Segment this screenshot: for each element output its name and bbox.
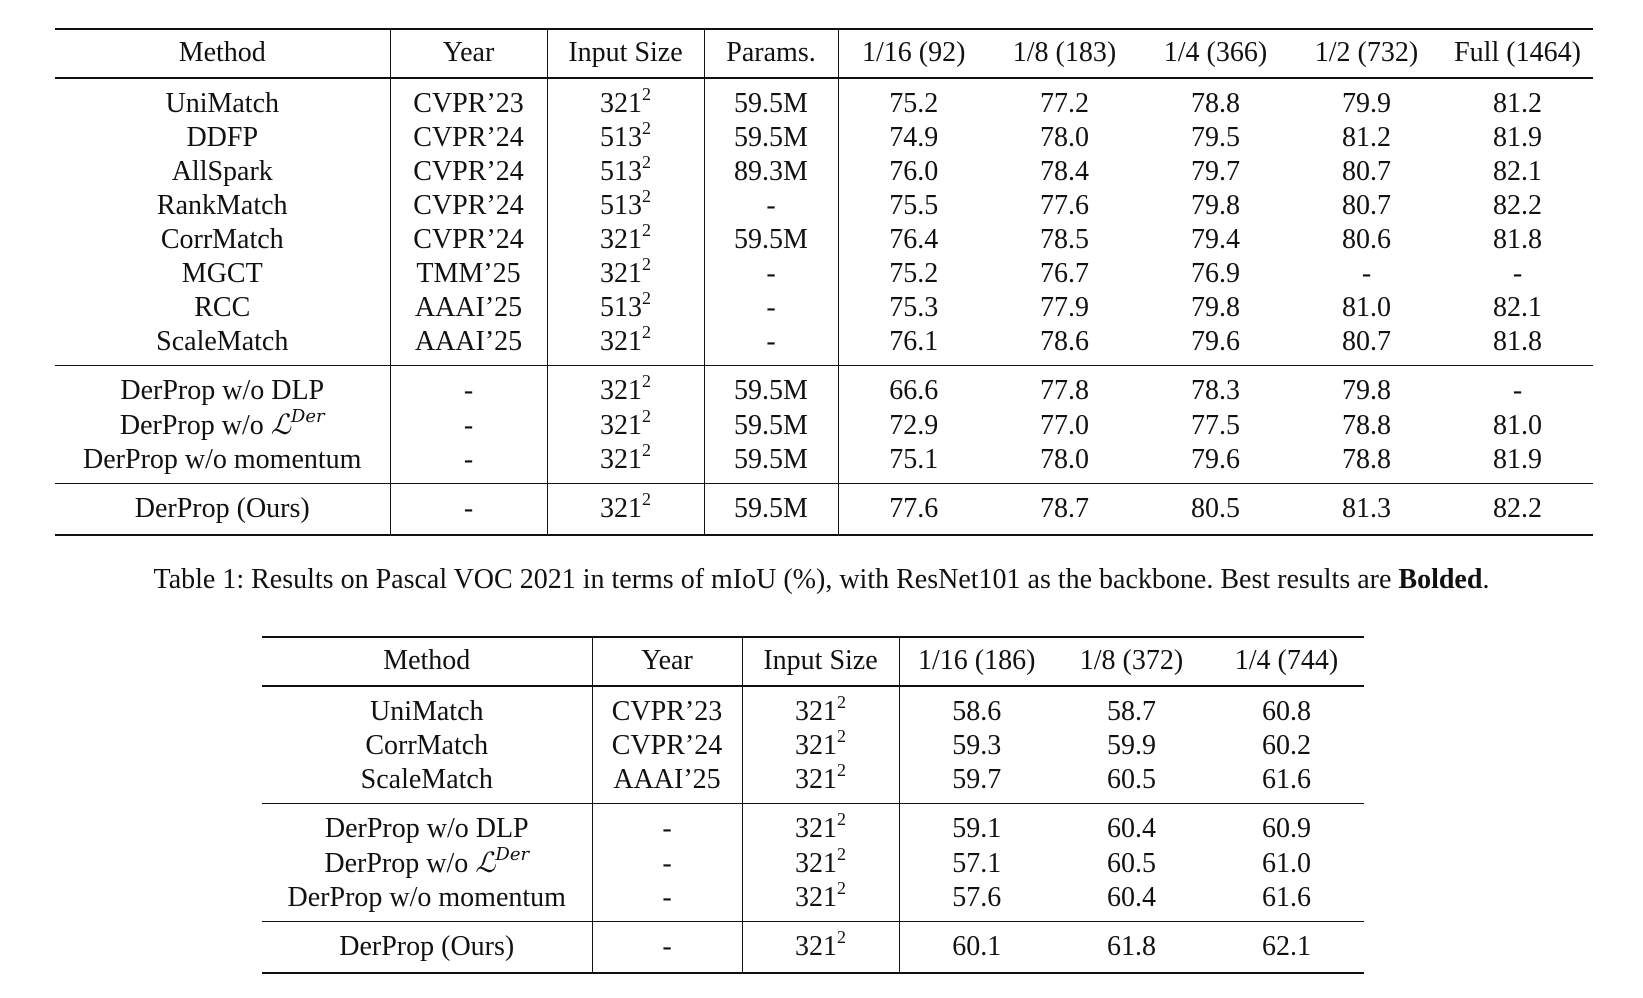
miou-cell: 79.5 — [1191, 122, 1240, 153]
table-row — [262, 804, 1364, 847]
table-row — [55, 443, 1593, 484]
miou-cell: - — [1512, 258, 1523, 289]
miou-cell: 78.8 — [1342, 444, 1391, 475]
miou-cell: 79.7 — [1191, 156, 1240, 187]
loss-superscript: Der — [290, 406, 325, 427]
year-cell: CVPR’24 — [390, 223, 547, 257]
miou-cell: 59.3 — [952, 730, 1002, 761]
miou-cell: 76.7 — [1040, 258, 1089, 289]
input-size-cell — [547, 322, 704, 366]
input-size-value: 321 — [795, 696, 837, 727]
miou-cell: 76.0 — [889, 156, 939, 187]
size-exponent: 2 — [642, 186, 651, 206]
input-size-cell — [742, 686, 899, 729]
column-header: Method — [55, 29, 390, 78]
miou-cell: 79.4 — [1191, 224, 1240, 255]
miou-cell: 59.9 — [1107, 730, 1156, 761]
method-cell — [262, 846, 592, 881]
method-name: DerProp w/o momentum — [83, 444, 362, 475]
method-name: AllSpark — [171, 156, 273, 187]
table-row — [262, 729, 1364, 763]
input-size-cell — [547, 405, 704, 443]
method-cell — [55, 257, 390, 291]
miou-cell: 74.9 — [889, 122, 939, 153]
year-cell: CVPR’24 — [592, 729, 742, 763]
miou-cell: 79.9 — [1291, 78, 1442, 121]
method-name: DerProp w/o momentum — [287, 882, 566, 913]
miou-cell: 77.5 — [1191, 409, 1240, 441]
miou-cell: 81.9 — [1493, 122, 1542, 153]
method-name: DDFP — [186, 122, 259, 153]
method-name: RCC — [194, 292, 251, 323]
method-name: DerProp w/o DLP — [120, 375, 325, 406]
table-row — [55, 189, 1593, 223]
size-exponent: 2 — [642, 440, 651, 460]
miou-cell: 81.3 — [1291, 484, 1442, 536]
method-cell — [262, 763, 592, 804]
loss-symbol: ℒ$^{Der}$ — [270, 406, 325, 441]
method-cell — [55, 408, 390, 443]
input-size-cell — [547, 440, 704, 484]
input-size-value: 321 — [795, 847, 837, 879]
miou-cell: 60.9 — [1209, 804, 1364, 847]
input-size-value: 321 — [600, 258, 642, 289]
miou-cell: 77.6 — [1040, 190, 1089, 221]
input-size-value: 321 — [600, 224, 642, 255]
method-name: DerProp w/o — [119, 410, 271, 441]
year-cell: - — [592, 846, 742, 881]
input-size-value: 321 — [795, 730, 837, 761]
miou-cell: 79.6 — [1191, 444, 1240, 475]
size-exponent: 2 — [642, 489, 651, 509]
input-size-cell — [547, 152, 704, 189]
column-header: Year — [390, 29, 547, 78]
input-size-cell — [547, 366, 704, 409]
input-size-cell — [742, 922, 899, 974]
input-size-cell — [742, 804, 899, 847]
size-exponent: 2 — [642, 288, 651, 308]
size-exponent: 2 — [837, 692, 846, 712]
year-cell: - — [390, 484, 547, 536]
year-cell: - — [592, 804, 742, 847]
miou-cell: 59.1 — [899, 804, 1054, 847]
method-cell — [55, 78, 390, 121]
method-cell — [55, 484, 390, 536]
method-name: ScaleMatch — [360, 764, 493, 795]
column-header: Params. — [704, 29, 838, 78]
miou-cell: 59.7 — [952, 764, 1002, 795]
table-row — [262, 763, 1364, 804]
input-size-value: 321 — [600, 409, 642, 441]
table-row — [55, 291, 1593, 325]
size-exponent: 2 — [642, 118, 651, 138]
params-cell: 59.5M — [704, 223, 838, 257]
miou-cell: 81.0 — [1493, 409, 1542, 441]
year-cell: CVPR’23 — [390, 78, 547, 121]
method-name: UniMatch — [369, 696, 484, 727]
table-row — [55, 325, 1593, 366]
year-cell: AAAI’25 — [592, 763, 742, 804]
miou-cell: 60.8 — [1209, 686, 1364, 729]
input-size-value: 321 — [795, 882, 837, 913]
miou-cell: 78.0 — [1040, 444, 1089, 475]
method-name: ScaleMatch — [156, 326, 289, 357]
input-size-cell — [547, 118, 704, 155]
miou-cell: 82.2 — [1442, 484, 1593, 536]
size-exponent: 2 — [642, 322, 651, 342]
column-header: 1/8 (183) — [989, 29, 1140, 78]
miou-cell: 66.6 — [838, 366, 989, 409]
miou-cell: 60.2 — [1262, 730, 1311, 761]
method-cell — [55, 366, 390, 409]
size-exponent: 2 — [837, 809, 846, 829]
miou-cell: 60.1 — [899, 922, 1054, 974]
miou-cell: 79.6 — [1191, 326, 1240, 357]
input-size-cell — [742, 726, 899, 763]
table-row — [55, 257, 1593, 291]
size-exponent: 2 — [642, 254, 651, 274]
method-cell — [262, 881, 592, 922]
table-row — [55, 121, 1593, 155]
miou-cell: - — [1442, 366, 1593, 409]
miou-cell: 79.8 — [1291, 366, 1442, 409]
size-exponent: 2 — [837, 726, 846, 746]
table-header-row — [262, 637, 1364, 686]
miou-cell: 78.8 — [1140, 78, 1291, 121]
input-size-cell — [742, 878, 899, 922]
year-cell: - — [390, 408, 547, 443]
params-cell: 59.5M — [704, 443, 838, 484]
column-header: 1/16 (186) — [899, 637, 1054, 686]
size-exponent: 2 — [642, 405, 651, 426]
miou-cell: 60.4 — [1107, 882, 1156, 913]
miou-cell: 82.1 — [1493, 292, 1542, 323]
table-row — [55, 155, 1593, 189]
column-header: Method — [262, 637, 592, 686]
input-size-value: 513 — [600, 156, 642, 187]
miou-cell: 78.4 — [1040, 156, 1089, 187]
table-row — [262, 846, 1364, 881]
miou-cell: 77.8 — [989, 366, 1140, 409]
method-name: DerProp (Ours) — [134, 493, 310, 524]
method-name: CorrMatch — [365, 730, 489, 761]
caption-bold-word: Bolded — [1398, 564, 1483, 595]
miou-cell: 81.8 — [1493, 326, 1542, 357]
miou-cell: 79.8 — [1191, 292, 1240, 323]
miou-cell: 80.5 — [1140, 484, 1291, 536]
column-header: Input Size — [742, 637, 899, 686]
method-cell — [262, 922, 592, 974]
year-cell: CVPR’23 — [592, 686, 742, 729]
year-cell: CVPR’24 — [390, 189, 547, 223]
year-cell: CVPR’24 — [390, 155, 547, 189]
miou-cell: 79.8 — [1191, 190, 1240, 221]
loss-superscript: Der — [495, 844, 530, 865]
method-cell — [262, 729, 592, 763]
method-cell — [55, 325, 390, 366]
miou-cell: 60.4 — [1054, 804, 1209, 847]
year-cell: AAAI’25 — [390, 291, 547, 325]
table-row — [55, 78, 1593, 121]
miou-cell: 75.1 — [889, 444, 939, 475]
method-name: DerProp (Ours) — [339, 931, 515, 962]
params-cell: 89.3M — [704, 155, 838, 189]
input-size-value: 321 — [600, 88, 642, 119]
miou-cell: 61.6 — [1262, 882, 1311, 913]
miou-cell: 57.1 — [952, 847, 1002, 879]
year-cell: TMM’25 — [390, 257, 547, 291]
params-cell: 59.5M — [704, 121, 838, 155]
method-name: RankMatch — [156, 190, 288, 221]
method-name: CorrMatch — [160, 224, 284, 255]
miou-cell: 62.1 — [1209, 922, 1364, 974]
miou-cell: 81.2 — [1342, 122, 1391, 153]
miou-cell: 61.6 — [1262, 764, 1311, 795]
column-header: 1/4 (744) — [1209, 637, 1364, 686]
year-cell: - — [390, 366, 547, 409]
miou-cell: 80.6 — [1342, 224, 1391, 255]
size-exponent: 2 — [837, 760, 846, 780]
input-size-cell — [547, 220, 704, 257]
size-exponent: 2 — [642, 220, 651, 240]
year-cell: AAAI’25 — [390, 325, 547, 366]
miou-cell: 82.1 — [1493, 156, 1542, 187]
method-cell — [55, 443, 390, 484]
method-cell — [55, 121, 390, 155]
miou-cell: 78.3 — [1140, 366, 1291, 409]
miou-cell: 60.5 — [1107, 847, 1156, 879]
input-size-value: 321 — [600, 444, 642, 475]
table-row — [55, 484, 1593, 536]
miou-cell: 81.8 — [1493, 224, 1542, 255]
table-row — [55, 408, 1593, 443]
input-size-value: 321 — [795, 813, 837, 844]
column-header: 1/2 (732) — [1291, 29, 1442, 78]
miou-cell: 58.7 — [1054, 686, 1209, 729]
table-1-caption — [0, 563, 1643, 597]
table-row — [55, 366, 1593, 409]
column-header: Full (1464) — [1442, 29, 1593, 78]
column-header: 1/8 (372) — [1054, 637, 1209, 686]
input-size-cell — [547, 484, 704, 536]
column-header: Input Size — [547, 29, 704, 78]
input-size-cell — [742, 760, 899, 804]
miou-cell: 78.8 — [1342, 409, 1391, 441]
miou-cell: 77.9 — [1040, 292, 1089, 323]
miou-cell: 77.6 — [838, 484, 989, 536]
miou-cell: 80.7 — [1342, 190, 1391, 221]
miou-cell: 75.5 — [889, 190, 939, 221]
miou-cell: 81.2 — [1442, 78, 1593, 121]
method-cell — [55, 291, 390, 325]
table-row — [55, 223, 1593, 257]
size-exponent: 2 — [837, 878, 846, 898]
miou-cell: 80.7 — [1342, 156, 1391, 187]
miou-cell: 76.1 — [889, 326, 939, 357]
table-row — [262, 686, 1364, 729]
year-cell: - — [390, 443, 547, 484]
size-exponent: 2 — [837, 843, 846, 864]
params-cell: - — [704, 257, 838, 291]
miou-cell: 77.2 — [989, 78, 1140, 121]
method-name: DerProp w/o — [324, 848, 476, 879]
loss-symbol: ℒ$^{Der}$ — [475, 844, 530, 879]
params-cell: 59.5M — [704, 408, 838, 443]
caption-text: Table 1: Results on Pascal VOC 2021 in terms of mIoU (%), with ResNet101 as the backbone. Best results are — [153, 564, 1399, 595]
method-cell — [55, 189, 390, 223]
input-size-cell — [547, 78, 704, 121]
miou-cell: 82.2 — [1493, 190, 1542, 221]
miou-cell: 81.0 — [1342, 292, 1391, 323]
caption-end: . — [1482, 564, 1490, 595]
miou-cell: 75.2 — [838, 78, 989, 121]
year-cell: - — [592, 881, 742, 922]
table-header-row — [55, 29, 1593, 78]
miou-cell: - — [1361, 258, 1372, 289]
size-exponent: 2 — [642, 84, 651, 104]
miou-cell: 80.7 — [1342, 326, 1391, 357]
input-size-value: 513 — [600, 292, 642, 323]
miou-cell: 57.6 — [952, 882, 1002, 913]
input-size-cell — [547, 186, 704, 223]
input-size-value: 513 — [600, 122, 642, 153]
table-row — [262, 881, 1364, 922]
input-size-value: 321 — [600, 375, 642, 406]
column-header: Year — [592, 637, 742, 686]
params-cell: 59.5M — [704, 78, 838, 121]
miou-cell: 75.3 — [889, 292, 939, 323]
method-cell — [262, 686, 592, 729]
miou-cell: 76.9 — [1191, 258, 1240, 289]
input-size-cell — [547, 288, 704, 325]
miou-cell: 78.7 — [989, 484, 1140, 536]
input-size-cell — [547, 254, 704, 291]
size-exponent: 2 — [837, 927, 846, 947]
size-exponent: 2 — [642, 371, 651, 391]
year-cell: CVPR’24 — [390, 121, 547, 155]
params-cell: - — [704, 325, 838, 366]
miou-cell: 61.8 — [1054, 922, 1209, 974]
miou-cell: 76.4 — [889, 224, 939, 255]
input-size-value: 321 — [795, 931, 837, 962]
params-cell: - — [704, 189, 838, 223]
method-cell — [55, 155, 390, 189]
input-size-value: 321 — [795, 764, 837, 795]
method-name: UniMatch — [165, 88, 280, 119]
miou-cell: 61.0 — [1262, 847, 1311, 879]
miou-cell: 78.0 — [1040, 122, 1089, 153]
method-name: MGCT — [181, 258, 263, 289]
miou-cell: 58.6 — [899, 686, 1054, 729]
method-cell — [262, 804, 592, 847]
params-cell: - — [704, 291, 838, 325]
year-cell: - — [592, 922, 742, 974]
miou-cell: 77.0 — [1040, 409, 1089, 441]
miou-cell: 75.2 — [889, 258, 939, 289]
miou-cell: 72.9 — [889, 409, 939, 441]
miou-cell: 81.9 — [1493, 444, 1542, 475]
method-cell — [55, 223, 390, 257]
input-size-value: 321 — [600, 326, 642, 357]
miou-cell: 60.5 — [1107, 764, 1156, 795]
input-size-cell — [742, 843, 899, 881]
size-exponent: 2 — [642, 152, 651, 172]
params-cell: 59.5M — [704, 366, 838, 409]
method-name: DerProp w/o DLP — [324, 813, 529, 844]
column-header: 1/16 (92) — [838, 29, 989, 78]
params-cell: 59.5M — [704, 484, 838, 536]
input-size-value: 321 — [600, 493, 642, 524]
results-table-1 — [55, 28, 1593, 536]
table-row — [262, 922, 1364, 974]
results-table-2 — [262, 636, 1364, 974]
miou-cell: 78.6 — [1040, 326, 1089, 357]
miou-cell: 78.5 — [1040, 224, 1089, 255]
input-size-value: 513 — [600, 190, 642, 221]
column-header: 1/4 (366) — [1140, 29, 1291, 78]
